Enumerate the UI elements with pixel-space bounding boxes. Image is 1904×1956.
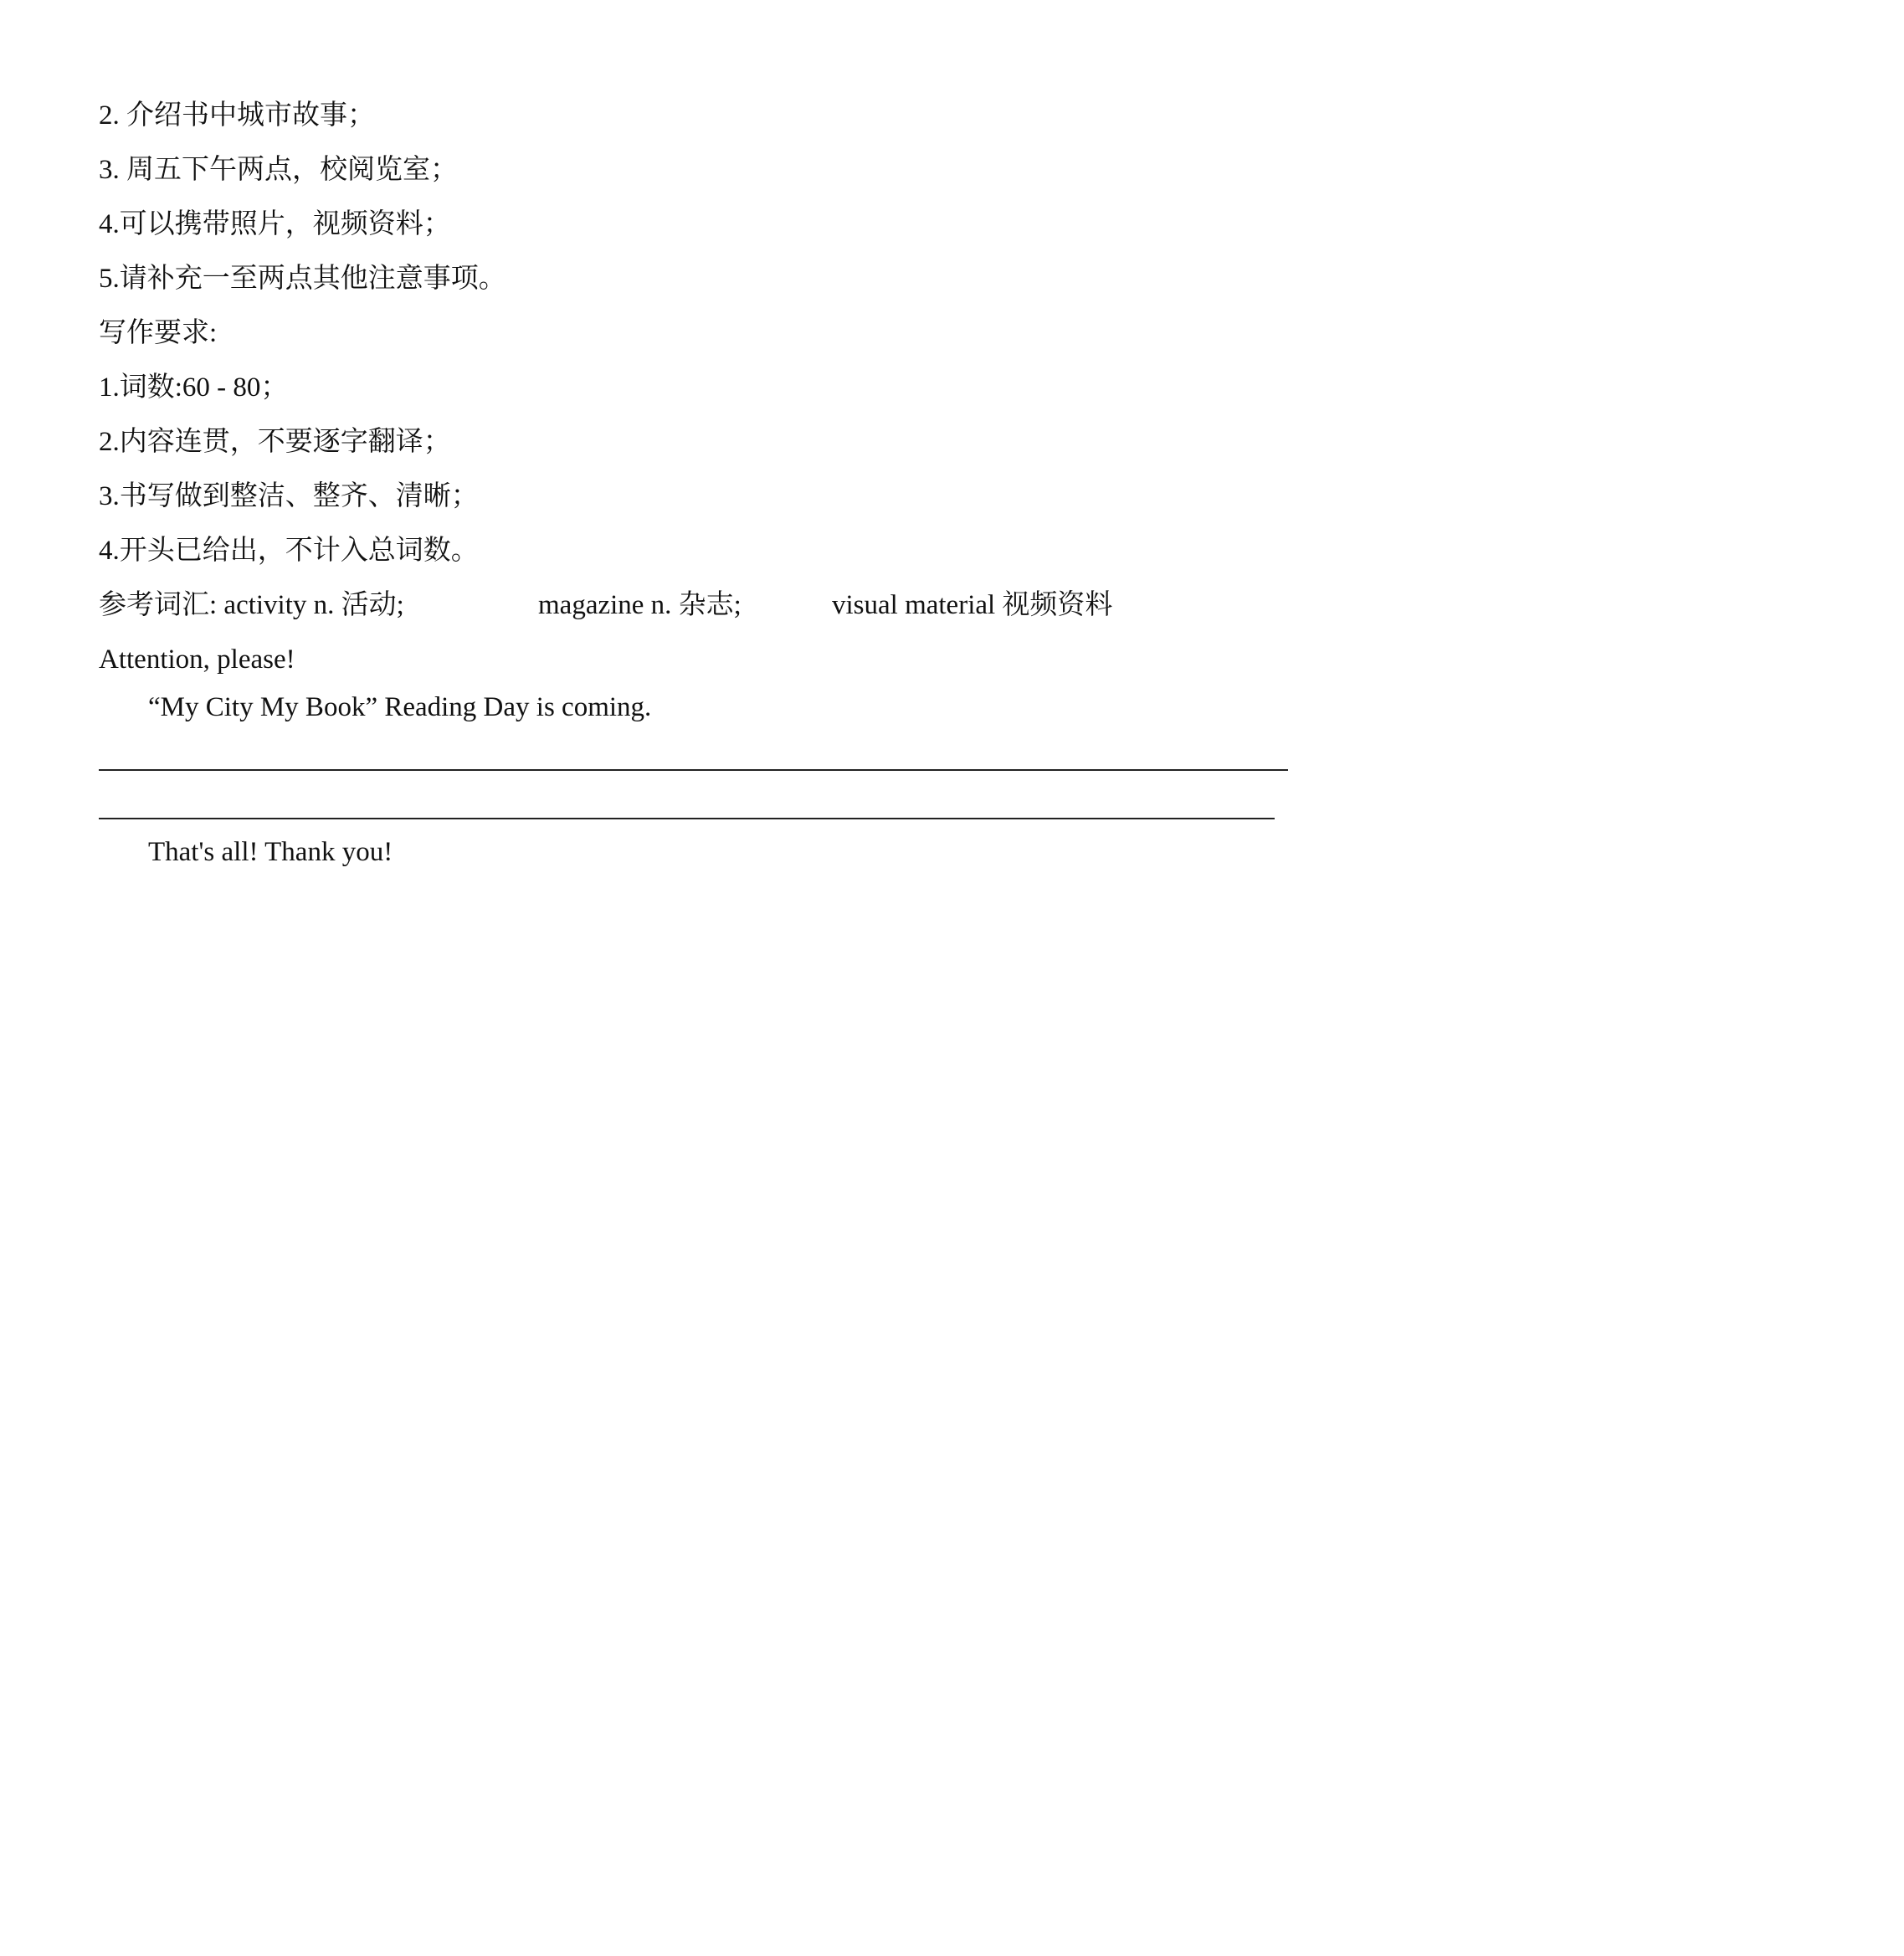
writing-line-2 — [99, 818, 1275, 819]
requirements-heading: 写作要求: — [99, 318, 218, 348]
vocabulary-magazine: magazine n. 杂志; — [538, 590, 742, 620]
answer-closing: That's all! Thank you! — [148, 837, 393, 867]
vocabulary-activity: 参考词汇: activity n. 活动; — [99, 590, 404, 620]
requirement-3: 3.书写做到整洁、整齐、清晰； — [99, 481, 479, 511]
answer-opening: “My City My Book” Reading Day is coming. — [148, 692, 652, 722]
answer-greeting: Attention, please! — [99, 644, 295, 675]
task-point-3: 3. 周五下午两点，校阅览室； — [99, 155, 458, 185]
writing-line-1 — [99, 769, 1288, 771]
requirement-4: 4.开头已给出，不计入总词数。 — [99, 536, 479, 566]
vocabulary-visual-material: visual material 视频资料 — [832, 590, 1113, 620]
requirement-2: 2.内容连贯，不要逐字翻译； — [99, 427, 451, 457]
vocabulary-line — [99, 588, 1270, 622]
task-point-5: 5.请补充一至两点其他注意事项。 — [99, 264, 506, 294]
task-point-4: 4.可以携带照片，视频资料； — [99, 209, 451, 239]
task-point-2: 2. 介绍书中城市故事； — [99, 100, 375, 131]
requirement-1: 1.词数:60 - 80； — [99, 372, 289, 403]
